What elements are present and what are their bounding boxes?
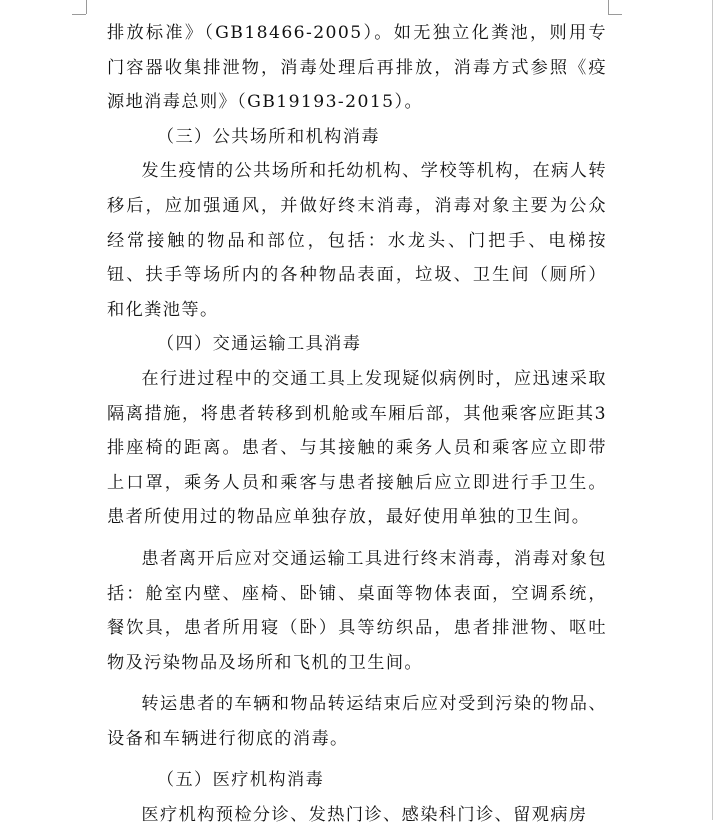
heading-public-places: （三）公共场所和机构消毒 bbox=[156, 126, 380, 147]
heading-medical: （五）医疗机构消毒 bbox=[156, 770, 325, 791]
paragraph-transport-in-transit: 在行进过程中的交通工具上发现疑似病例时，应迅速采取隔离措施，将患者转移到机舱或车厢后部，其他乘客应距其3排座椅的距离。患者、与其接触的乘务人员和乘客应立即带上口罩，乘务人员和乘客与患者接触后应立即进行手卫生。患者所使用过的物品应单独存放，最好使用单独的卫生间。 bbox=[107, 368, 607, 528]
heading-transport: （四）交通运输工具消毒 bbox=[156, 334, 362, 355]
document-body bbox=[107, 16, 607, 833]
paragraph-spacing bbox=[107, 535, 607, 542]
crop-mark-top-left-horizontal bbox=[72, 14, 86, 15]
paragraph-spacing bbox=[107, 756, 607, 763]
paragraph-medical: 医疗机构预检分诊、发热门诊、感染科门诊、留观病房 bbox=[141, 805, 588, 826]
page-edge bbox=[712, 0, 713, 820]
crop-mark-top-left bbox=[86, 0, 87, 14]
crop-mark-top-right bbox=[608, 0, 609, 14]
paragraph-public-places: 发生疫情的公共场所和托幼机构、学校等机构，在病人转移后，应加强通风，并做好终末消毒，消毒对象主要为公众经常接触的物品和部位，包括：水龙头、门把手、电梯按钮、扶手等场所内的各种物品表面，垃圾、卫生间（厕所）和化粪池等。 bbox=[107, 161, 607, 320]
crop-mark-top-right-horizontal bbox=[608, 14, 622, 15]
paragraph-disposal-standard: 排放标准》（GB18466-2005）。如无独立化粪池，则用专门容器收集排泄物，消毒处理后再排放，消毒方式参照《疫源地消毒总则》（GB19193-2015）。 bbox=[107, 23, 607, 113]
paragraph-transport-terminal: 患者离开后应对交通运输工具进行终末消毒，消毒对象包括：舱室内壁、座椅、卧铺、桌面等物体表面，空调系统，餐饮具，患者所用寝（卧）具等纺织品，患者排泄物、呕吐物及污染物品及场所和飞机的卫生间。 bbox=[107, 548, 607, 673]
paragraph-vehicle-disinfection: 转运患者的车辆和物品转运结束后应对受到污染的物品、设备和车辆进行彻底的消毒。 bbox=[107, 694, 607, 749]
paragraph-spacing bbox=[107, 680, 607, 687]
